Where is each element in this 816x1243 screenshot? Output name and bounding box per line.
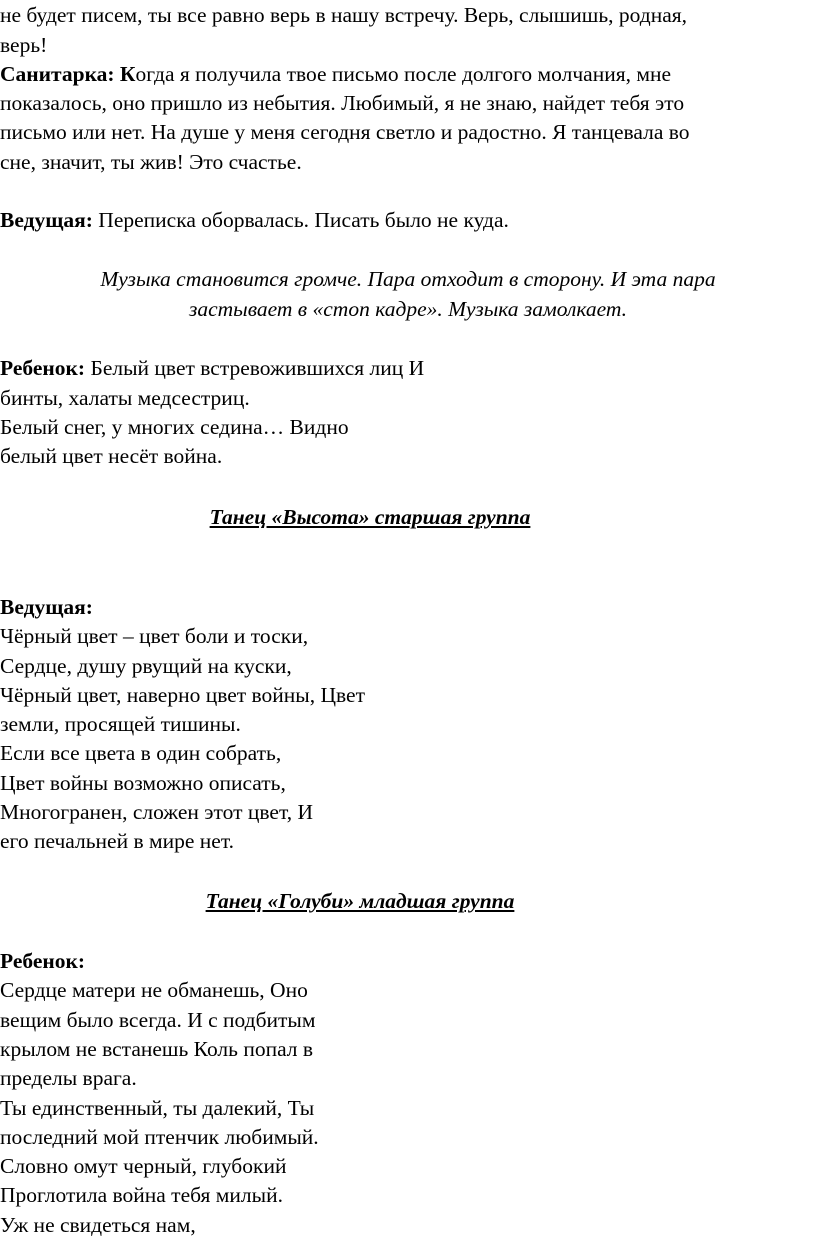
poem-line: земли, просящей тишины. (0, 712, 241, 736)
speaker-label: Ребенок: (0, 356, 86, 380)
stage-direction: застывает в «стоп кадре». Музыка замолкает. (188, 297, 628, 321)
poem-line: последний мой птенчик любимый. (0, 1125, 319, 1149)
poem-line: пределы врага. (0, 1066, 137, 1090)
poem-line: Проглотила война тебя милый. (0, 1183, 283, 1207)
paragraph-rebenok (0, 353, 424, 383)
poem-line: Многогранен, сложен этот цвет, И (0, 800, 314, 824)
poem-line: Сердце, душу рвущий на куски, (0, 654, 292, 678)
poem-line: Сердце матери не обманешь, Оно (0, 978, 308, 1002)
poem-line: Словно омут черный, глубокий (0, 1154, 287, 1178)
text-line: белый цвет несёт война. (0, 444, 223, 468)
text-line: письмо или нет. На душе у меня сегодня светло и радостно. Я танцевала во (0, 120, 690, 144)
text-line: показалось, оно пришло из небытия. Любимый, я не знаю, найдет тебя это (0, 91, 685, 115)
poem-line: Цвет войны возможно описать, (0, 771, 286, 795)
dance-heading: Танец «Голуби» младшая группа (205, 889, 515, 913)
dance-heading: Танец «Высота» старшая группа (209, 505, 531, 529)
poem-line: его печальней в мире нет. (0, 829, 234, 853)
text-line: сне, значит, ты жив! Это счастье. (0, 150, 302, 174)
paragraph-vedushchaya (0, 205, 509, 235)
speaker-label: Ведущая: (0, 208, 93, 232)
text-line: не будет писем, ты все равно верь в нашу встречу. Верь, слышишь, родная, (0, 3, 688, 27)
speaker-label: Ребенок: (0, 949, 86, 973)
poem-line: вещим было всегда. И с подбитым (0, 1008, 316, 1032)
poem-line: Чёрный цвет – цвет боли и тоски, (0, 624, 309, 648)
text-line: бинты, халаты медсестриц. (0, 386, 250, 410)
paragraph-sanitarka (0, 59, 671, 89)
poem-line: Если все цвета в один собрать, (0, 741, 282, 765)
text-line: верь! (0, 33, 48, 57)
poem-line: Чёрный цвет, наверно цвет войны, Цвет (0, 683, 365, 707)
speaker-label: Ведущая: (0, 595, 93, 619)
stage-direction: Музыка становится громче. Пара отходит в сторону. И эта пара (100, 267, 716, 291)
text-line: Белый снег, у многих седина… Видно (0, 415, 349, 439)
poem-line: крылом не встанешь Коль попал в (0, 1037, 314, 1061)
speech-text: Белый цвет встревожившихся лиц И (85, 356, 425, 380)
speech-text: огда я получила твое письмо после долгого молчания, мне (135, 62, 672, 86)
speaker-label: Санитарка: К (0, 62, 136, 86)
poem-line: Уж не свидеться нам, (0, 1213, 196, 1237)
poem-line: Ты единственный, ты далекий, Ты (0, 1096, 315, 1120)
speech-text: Переписка оборвалась. Писать было не куда. (92, 208, 509, 232)
